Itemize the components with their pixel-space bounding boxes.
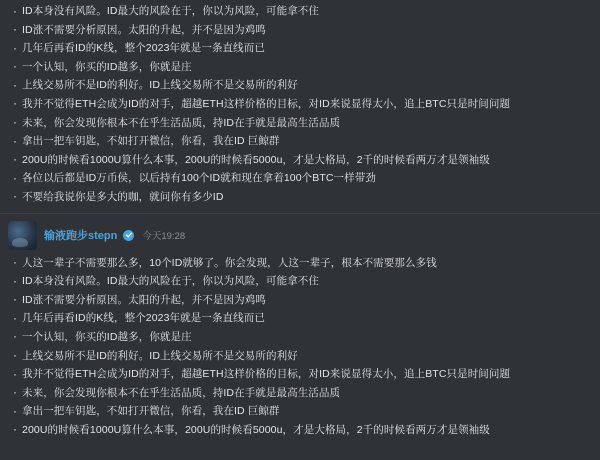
message-header — [0, 214, 600, 253]
sender-name[interactable]: 输液跑步stepn — [44, 230, 118, 243]
message-line: · ID涨不需要分析原因。太阳的升起，并不是因为鸡鸣 — [8, 21, 590, 40]
message-line: · 未来，你会发现你根本不在乎生活品质，持ID在手就是最高生活品质 — [8, 114, 590, 133]
message-timestamp: 今天19:28 — [142, 231, 186, 243]
message-block-top — [0, 0, 600, 209]
message-line: · 拿出一把车钥匙，不如打开微信，你看，我在ID 巨鲸群 — [8, 132, 590, 151]
message-line: · 各位以后都是ID万币侯，以后持有100个ID就和现在拿着100个BTC一样带劲 — [8, 169, 590, 188]
message-line: · ID涨不需要分析原因。太阳的升起，并不是因为鸡鸣 — [8, 291, 590, 310]
verified-check-icon — [123, 230, 134, 241]
message-line: · 一个认知，你买的ID越多，你就是庄 — [8, 328, 590, 347]
avatar[interactable] — [8, 221, 37, 250]
message-line: · 几年后再看ID的K线，整个2023年就是一条直线而已 — [8, 39, 590, 58]
message-line: · ID本身没有风险。ID最大的风险在于，你以为风险，可能拿不住 — [8, 2, 590, 21]
message-line: · 上线交易所不是ID的利好。ID上线交易所不是交易所的利好 — [8, 347, 590, 366]
message-line: · 我并不觉得ETH会成为ID的对手，超越ETH这样价格的目标，对ID来说显得太小，追上BTC只是时间问题 — [8, 365, 590, 384]
message-line: · 200U的时候看1000U算什么本事，200U的时候看5000u，才是大格局，2千的时候看两万才是领袖级 — [8, 151, 590, 170]
message-line: · 未来，你会发现你根本不在乎生活品质，持ID在手就是最高生活品质 — [8, 384, 590, 403]
message-line: · 几年后再看ID的K线，整个2023年就是一条直线而已 — [8, 309, 590, 328]
message-line: · ID本身没有风险。ID最大的风险在于，你以为风险，可能拿不住 — [8, 272, 590, 291]
message-block-second — [0, 253, 600, 442]
message-line: · 一个认知，你买的ID越多，你就是庄 — [8, 58, 590, 77]
message-line: · 我并不觉得ETH会成为ID的对手，超越ETH这样价格的目标，对ID来说显得太小，追上BTC只是时间问题 — [8, 95, 590, 114]
message-line: · 不要给我说你是多大的咖，就问你有多少ID — [8, 188, 590, 207]
message-line: · 200U的时候看1000U算什么本事，200U的时候看5000u，才是大格局，2千的时候看两万才是领袖级 — [8, 421, 590, 440]
message-line: · 人这一辈子不需要那么多，10个ID就够了。你会发现，人这一辈子，根本不需要那么多钱 — [8, 254, 590, 273]
bottom-fade-overlay — [0, 448, 600, 460]
message-line: · 上线交易所不是ID的利好。ID上线交易所不是交易所的利好 — [8, 76, 590, 95]
message-line: · 拿出一把车钥匙，不如打开微信，你看，我在ID 巨鲸群 — [8, 402, 590, 421]
